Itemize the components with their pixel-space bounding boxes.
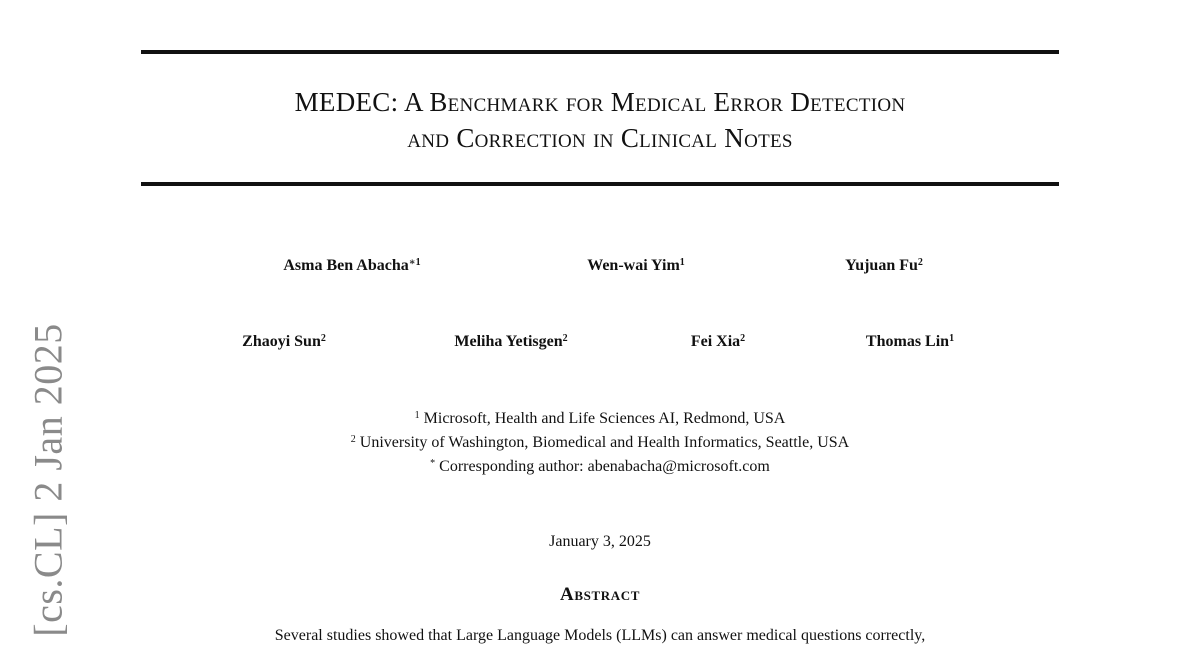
affiliation-mark: 2 [350,434,356,445]
author-name: Meliha Yetisgen [454,333,563,350]
author-affil-mark: 2 [320,333,326,344]
author-name: Asma Ben Abacha [283,257,409,274]
author-wen-wai-yim [587,257,685,275]
title-top-rule [141,50,1059,54]
author-thomas-lin [866,333,954,351]
author-name: Fei Xia [690,333,741,350]
author-affil-mark: 2 [917,257,923,268]
affiliation-1 [141,407,1059,431]
abstract-first-line: Several studies showed that Large Language Models (LLMs) can answer medical questions correctly, [274,627,926,644]
author-affil-mark: 1 [679,257,685,268]
title-line-1: MEDEC: A Benchmark for Medical Error Detection [294,87,906,117]
abstract-heading: Abstract [560,584,640,605]
affiliation-mark: * [430,458,436,469]
author-affil-mark: ∗1 [408,257,421,268]
title-bottom-rule [141,182,1059,186]
author-name: Yujuan Fu [845,257,918,274]
author-zhaoyi-sun [242,333,326,351]
affiliation-2 [141,431,1059,455]
author-name: Zhaoyi Sun [242,333,321,350]
author-meliha-yetisgen [454,333,567,351]
author-affil-mark: 2 [740,333,746,344]
paper-date: January 3, 2025 [549,533,651,550]
corresponding-author [141,455,1059,479]
affiliation-mark: 1 [414,410,420,421]
affiliation-text: University of Washington, Biomedical and Health Informatics, Seattle, USA [359,434,850,451]
affiliation-text: Microsoft, Health and Life Sciences AI, Redmond, USA [423,410,786,427]
author-fei-xia [691,333,745,351]
title-line-2: and Correction in Clinical Notes [407,123,793,153]
arxiv-stamp: [cs.CL] 2 Jan 2025 [25,323,71,637]
affiliations [141,407,1059,479]
paper-title [141,84,1059,156]
corresponding-author-text: Corresponding author: abenabacha@microsoft.com [439,458,770,475]
author-yujuan-fu [845,257,923,275]
author-name: Wen-wai Yim [587,257,680,274]
author-affil-mark: 2 [562,333,568,344]
author-name: Thomas Lin [865,333,950,350]
author-affil-mark: 1 [949,333,955,344]
author-asma-ben-abacha [283,257,420,275]
